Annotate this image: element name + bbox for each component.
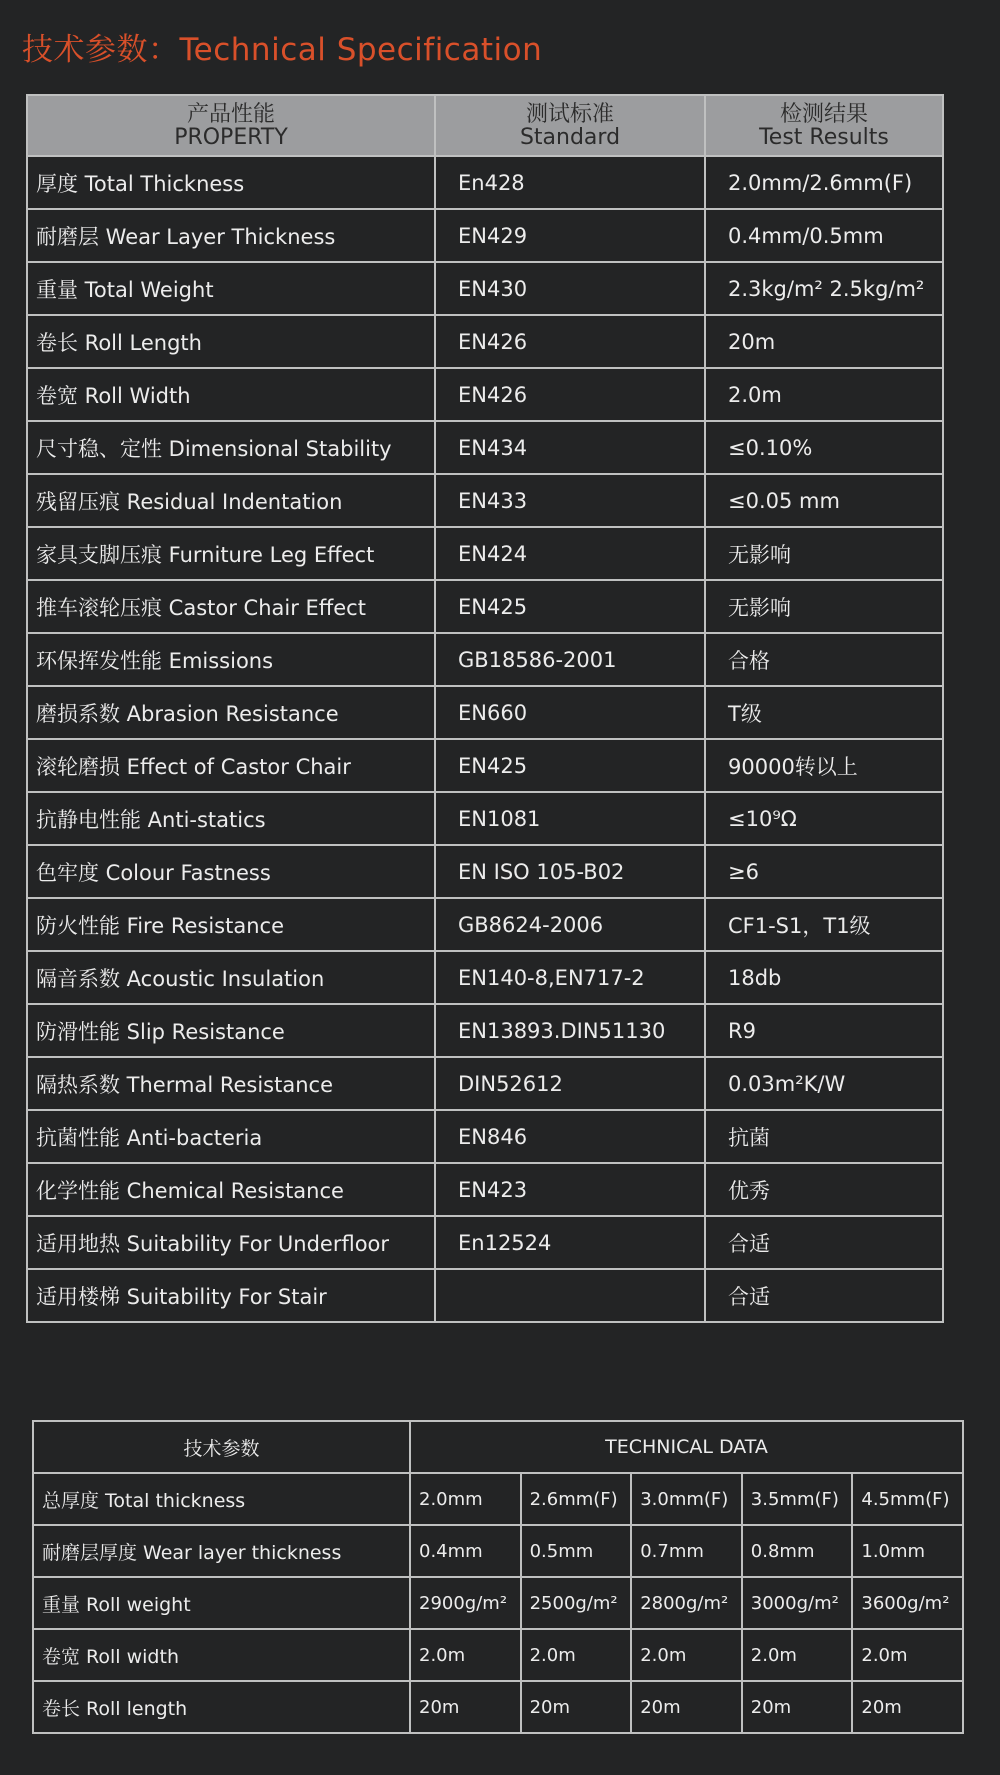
spec-result-cell: 合适: [705, 1269, 943, 1322]
technical-data-table: [32, 1420, 964, 1734]
spec-result-cell: 0.4mm/0.5mm: [705, 209, 943, 262]
header-standard-zh: 测试标准: [525, 101, 614, 127]
technical-data-row: [33, 1525, 963, 1577]
spec-result-cell: 抗菌: [705, 1110, 943, 1163]
spec-result-cell: ≤10⁹Ω: [705, 792, 943, 845]
spec-standard-cell: GB8624-2006: [435, 898, 705, 951]
spec-standard-cell: En12524: [435, 1216, 705, 1269]
spec-standard-cell: GB18586-2001: [435, 633, 705, 686]
spec-result-cell: 20m: [705, 315, 943, 368]
spec-result-cell: 合适: [705, 1216, 943, 1269]
technical-data-label: 耐磨层厚度 Wear layer thickness: [33, 1525, 410, 1577]
spec-row: [27, 1216, 943, 1269]
spec-result-cell: 2.0mm/2.6mm(F): [705, 156, 943, 209]
technical-data-value: 2.0mm: [410, 1473, 521, 1525]
technical-data-label: 重量 Roll weight: [33, 1577, 410, 1629]
spec-result-cell: 无影响: [705, 580, 943, 633]
spec-result-cell: 0.03m²K/W: [705, 1057, 943, 1110]
technical-data-value: 2.0m: [521, 1629, 632, 1681]
spec-row: [27, 527, 943, 580]
spec-property-cell: 化学性能 Chemical Resistance: [27, 1163, 435, 1216]
spec-row: [27, 792, 943, 845]
spec-property-cell: 卷长 Roll Length: [27, 315, 435, 368]
header-result: [705, 95, 943, 156]
spec-result-cell: R9: [705, 1004, 943, 1057]
spec-property-cell: 环保挥发性能 Emissions: [27, 633, 435, 686]
spec-row: [27, 1269, 943, 1322]
header-standard: [435, 95, 705, 156]
spec-property-cell: 耐磨层 Wear Layer Thickness: [27, 209, 435, 262]
spec-row: [27, 898, 943, 951]
technical-data-row: [33, 1473, 963, 1525]
technical-data-value: 2500g/m²: [521, 1577, 632, 1629]
technical-data-row: [33, 1681, 963, 1733]
spec-property-cell: 色牢度 Colour Fastness: [27, 845, 435, 898]
technical-data-header: [33, 1421, 963, 1473]
spec-standard-cell: EN429: [435, 209, 705, 262]
technical-data-value: 2900g/m²: [410, 1577, 521, 1629]
technical-data-header-left: 技术参数: [33, 1421, 410, 1473]
spec-row: [27, 951, 943, 1004]
spec-row: [27, 156, 943, 209]
spec-row: [27, 262, 943, 315]
spec-standard-cell: EN425: [435, 739, 705, 792]
spec-property-cell: 厚度 Total Thickness: [27, 156, 435, 209]
spec-row: [27, 209, 943, 262]
spec-property-cell: 推车滚轮压痕 Castor Chair Effect: [27, 580, 435, 633]
header-property: [27, 95, 435, 156]
spec-property-cell: 隔热系数 Thermal Resistance: [27, 1057, 435, 1110]
spec-standard-cell: EN434: [435, 421, 705, 474]
spec-row: [27, 315, 943, 368]
technical-data-value: 20m: [521, 1681, 632, 1733]
spec-result-cell: ≤0.05 mm: [705, 474, 943, 527]
spec-result-cell: ≥6: [705, 845, 943, 898]
spec-row: [27, 421, 943, 474]
spec-property-cell: 卷宽 Roll Width: [27, 368, 435, 421]
technical-data-value: 2.0m: [852, 1629, 963, 1681]
spec-standard-cell: EN430: [435, 262, 705, 315]
spec-row: [27, 739, 943, 792]
technical-data-label: 卷长 Roll length: [33, 1681, 410, 1733]
technical-data-value: 0.5mm: [521, 1525, 632, 1577]
spec-row: [27, 686, 943, 739]
spec-property-cell: 隔音系数 Acoustic Insulation: [27, 951, 435, 1004]
spec-row: [27, 845, 943, 898]
spec-standard-cell: EN1081: [435, 792, 705, 845]
technical-data-value: 1.0mm: [852, 1525, 963, 1577]
spec-row: [27, 580, 943, 633]
technical-data-value: 2.0m: [410, 1629, 521, 1681]
spec-table: [26, 94, 944, 1323]
spec-result-cell: 2.3kg/m² 2.5kg/m²: [705, 262, 943, 315]
technical-data-label: 卷宽 Roll width: [33, 1629, 410, 1681]
header-result-en: Test Results: [759, 124, 889, 150]
technical-data-value: 3.0mm(F): [631, 1473, 742, 1525]
technical-data-value: 2.6mm(F): [521, 1473, 632, 1525]
spec-property-cell: 尺寸稳、定性 Dimensional Stability: [27, 421, 435, 474]
spec-row: [27, 1163, 943, 1216]
header-result-zh: 检测结果: [779, 101, 868, 127]
spec-result-cell: 合格: [705, 633, 943, 686]
page-title: 技术参数：Technical Specification: [22, 32, 543, 68]
spec-property-cell: 滚轮磨损 Effect of Castor Chair: [27, 739, 435, 792]
spec-standard-cell: En428: [435, 156, 705, 209]
spec-property-cell: 抗静电性能 Anti-statics: [27, 792, 435, 845]
technical-data-value: 20m: [742, 1681, 853, 1733]
spec-result-cell: 无影响: [705, 527, 943, 580]
spec-property-cell: 抗菌性能 Anti-bacteria: [27, 1110, 435, 1163]
spec-standard-cell: EN ISO 105-B02: [435, 845, 705, 898]
spec-property-cell: 磨损系数 Abrasion Resistance: [27, 686, 435, 739]
header-property-zh: 产品性能: [186, 101, 275, 127]
header-standard-en: Standard: [519, 124, 621, 150]
technical-data-row: [33, 1629, 963, 1681]
technical-data-header-right: TECHNICAL DATA: [410, 1421, 963, 1473]
spec-row: [27, 1057, 943, 1110]
spec-row: [27, 368, 943, 421]
spec-result-cell: 优秀: [705, 1163, 943, 1216]
header-property-en: PROPERTY: [174, 124, 288, 150]
technical-data-value: 3.5mm(F): [742, 1473, 853, 1525]
spec-row: [27, 474, 943, 527]
spec-standard-cell: EN425: [435, 580, 705, 633]
technical-data-value: 4.5mm(F): [852, 1473, 963, 1525]
spec-standard-cell: EN426: [435, 315, 705, 368]
spec-standard-cell: EN846: [435, 1110, 705, 1163]
spec-standard-cell: EN140-8,EN717-2: [435, 951, 705, 1004]
spec-property-cell: 家具支脚压痕 Furniture Leg Effect: [27, 527, 435, 580]
technical-data-label: 总厚度 Total thickness: [33, 1473, 410, 1525]
spec-property-cell: 重量 Total Weight: [27, 262, 435, 315]
spec-standard-cell: EN424: [435, 527, 705, 580]
technical-data-value: 2.0m: [631, 1629, 742, 1681]
spec-row: [27, 1004, 943, 1057]
technical-data-value: 20m: [410, 1681, 521, 1733]
spec-standard-cell: EN433: [435, 474, 705, 527]
spec-standard-cell: EN13893.DIN51130: [435, 1004, 705, 1057]
spec-property-cell: 防滑性能 Slip Resistance: [27, 1004, 435, 1057]
technical-data-value: 20m: [852, 1681, 963, 1733]
spec-row: [27, 633, 943, 686]
spec-standard-cell: [435, 1269, 705, 1322]
spec-result-cell: 90000转以上: [705, 739, 943, 792]
spec-result-cell: 2.0m: [705, 368, 943, 421]
spec-standard-cell: EN423: [435, 1163, 705, 1216]
spec-standard-cell: EN426: [435, 368, 705, 421]
technical-data-value: 20m: [631, 1681, 742, 1733]
spec-standard-cell: DIN52612: [435, 1057, 705, 1110]
spec-property-cell: 适用楼梯 Suitability For Stair: [27, 1269, 435, 1322]
spec-table-header: [27, 95, 943, 156]
spec-result-cell: ≤0.10%: [705, 421, 943, 474]
technical-data-value: 2.0m: [742, 1629, 853, 1681]
spec-row: [27, 1110, 943, 1163]
spec-standard-cell: EN660: [435, 686, 705, 739]
technical-data-value: 0.7mm: [631, 1525, 742, 1577]
spec-result-cell: 18db: [705, 951, 943, 1004]
spec-result-cell: T级: [705, 686, 943, 739]
spec-property-cell: 适用地热 Suitability For Underfloor: [27, 1216, 435, 1269]
spec-property-cell: 防火性能 Fire Resistance: [27, 898, 435, 951]
technical-data-row: [33, 1577, 963, 1629]
spec-result-cell: CF1-S1，T1级: [705, 898, 943, 951]
technical-data-value: 3000g/m²: [742, 1577, 853, 1629]
technical-data-value: 3600g/m²: [852, 1577, 963, 1629]
spec-property-cell: 残留压痕 Residual Indentation: [27, 474, 435, 527]
technical-data-value: 0.8mm: [742, 1525, 853, 1577]
technical-data-value: 0.4mm: [410, 1525, 521, 1577]
technical-data-value: 2800g/m²: [631, 1577, 742, 1629]
